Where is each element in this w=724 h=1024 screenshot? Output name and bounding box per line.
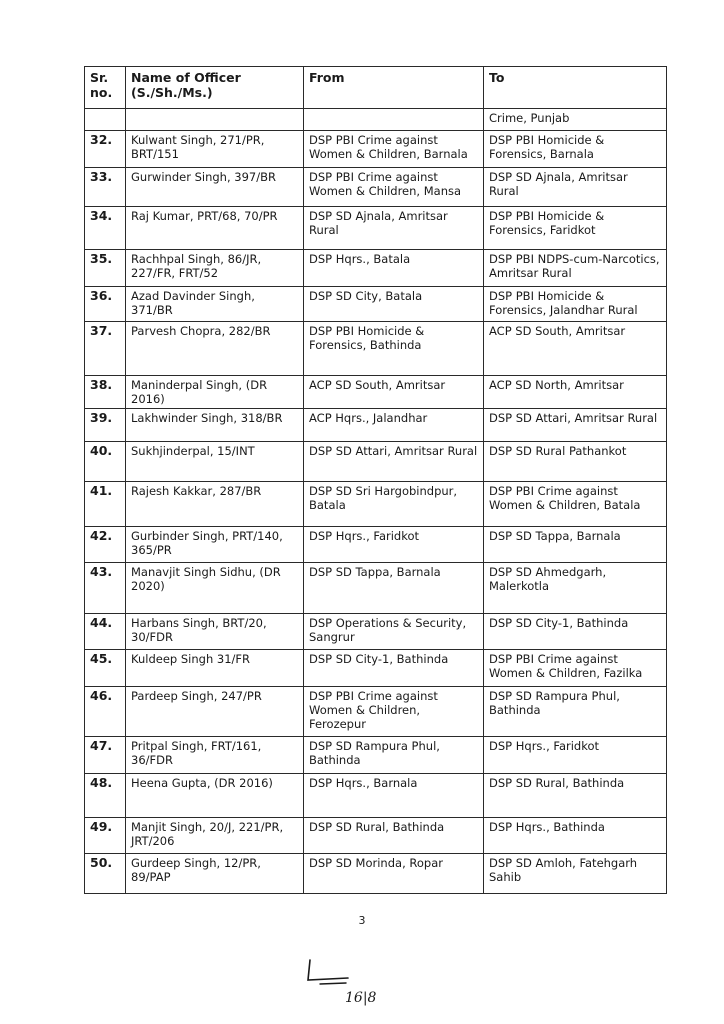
cell-from: DSP PBI Crime against Women & Children, Ferozepur bbox=[304, 687, 484, 737]
header-from: From bbox=[304, 67, 484, 109]
table-row bbox=[85, 854, 667, 894]
table-row bbox=[85, 818, 667, 854]
table-row bbox=[85, 250, 667, 287]
table-body bbox=[85, 109, 667, 894]
cell-from: DSP PBI Homicide & Forensics, Bathinda bbox=[304, 322, 484, 376]
cell-from: DSP SD Sri Hargobindpur, Batala bbox=[304, 482, 484, 527]
table-row bbox=[85, 168, 667, 207]
cell-sr: 46. bbox=[85, 687, 126, 737]
cell-to: DSP PBI Crime against Women & Children, Batala bbox=[484, 482, 667, 527]
cell-to: DSP Hqrs., Faridkot bbox=[484, 737, 667, 774]
cell-to: ACP SD South, Amritsar bbox=[484, 322, 667, 376]
cell-sr: 34. bbox=[85, 207, 126, 250]
header-sr-no: Sr. no. bbox=[85, 67, 126, 109]
cell-sr bbox=[85, 109, 126, 131]
table-row bbox=[85, 563, 667, 614]
cell-sr: 50. bbox=[85, 854, 126, 894]
cell-to: DSP SD Ahmedgarh, Malerkotla bbox=[484, 563, 667, 614]
cell-from: ACP Hqrs., Jalandhar bbox=[304, 409, 484, 442]
cell-to: Crime, Punjab bbox=[484, 109, 667, 131]
cell-sr: 49. bbox=[85, 818, 126, 854]
cell-name: Kulwant Singh, 271/PR, BRT/151 bbox=[126, 131, 304, 168]
cell-to: DSP SD Rural Pathankot bbox=[484, 442, 667, 482]
cell-sr: 48. bbox=[85, 774, 126, 818]
cell-to: DSP PBI NDPS-cum-Narcotics, Amritsar Rural bbox=[484, 250, 667, 287]
cell-name: Azad Davinder Singh, 371/BR bbox=[126, 287, 304, 322]
table-row bbox=[85, 131, 667, 168]
cell-name: Raj Kumar, PRT/68, 70/PR bbox=[126, 207, 304, 250]
table-row bbox=[85, 409, 667, 442]
cell-to: DSP Hqrs., Bathinda bbox=[484, 818, 667, 854]
continuation-row bbox=[85, 109, 667, 131]
cell-to: DSP SD Amloh, Fatehgarh Sahib bbox=[484, 854, 667, 894]
cell-from: DSP PBI Crime against Women & Children, Barnala bbox=[304, 131, 484, 168]
cell-to: DSP SD Attari, Amritsar Rural bbox=[484, 409, 667, 442]
cell-to: ACP SD North, Amritsar bbox=[484, 376, 667, 409]
cell-sr: 32. bbox=[85, 131, 126, 168]
cell-name bbox=[126, 109, 304, 131]
cell-from: DSP SD Ajnala, Amritsar Rural bbox=[304, 207, 484, 250]
cell-from: DSP SD City, Batala bbox=[304, 287, 484, 322]
table-row bbox=[85, 687, 667, 737]
table-row bbox=[85, 442, 667, 482]
cell-name: Rajesh Kakkar, 287/BR bbox=[126, 482, 304, 527]
table-row bbox=[85, 376, 667, 409]
table-header bbox=[85, 67, 667, 109]
cell-name: Gurbinder Singh, PRT/140, 365/PR bbox=[126, 527, 304, 563]
table-row bbox=[85, 774, 667, 818]
table-row bbox=[85, 527, 667, 563]
cell-from: DSP Hqrs., Barnala bbox=[304, 774, 484, 818]
cell-to: DSP PBI Crime against Women & Children, Fazilka bbox=[484, 650, 667, 687]
signature-mark bbox=[300, 958, 360, 988]
cell-sr: 39. bbox=[85, 409, 126, 442]
cell-from: ACP SD South, Amritsar bbox=[304, 376, 484, 409]
cell-sr: 42. bbox=[85, 527, 126, 563]
cell-to: DSP SD Rampura Phul, Bathinda bbox=[484, 687, 667, 737]
table-row bbox=[85, 737, 667, 774]
cell-from bbox=[304, 109, 484, 131]
cell-name: Manavjit Singh Sidhu, (DR 2020) bbox=[126, 563, 304, 614]
cell-name: Parvesh Chopra, 282/BR bbox=[126, 322, 304, 376]
cell-name: Sukhjinderpal, 15/INT bbox=[126, 442, 304, 482]
cell-to: DSP PBI Homicide & Forensics, Faridkot bbox=[484, 207, 667, 250]
table-row bbox=[85, 650, 667, 687]
cell-sr: 40. bbox=[85, 442, 126, 482]
cell-to: DSP SD Tappa, Barnala bbox=[484, 527, 667, 563]
cell-name: Gurdeep Singh, 12/PR, 89/PAP bbox=[126, 854, 304, 894]
table-row bbox=[85, 614, 667, 650]
cell-from: DSP SD Rural, Bathinda bbox=[304, 818, 484, 854]
cell-name: Pritpal Singh, FRT/161, 36/FDR bbox=[126, 737, 304, 774]
cell-sr: 44. bbox=[85, 614, 126, 650]
cell-sr: 45. bbox=[85, 650, 126, 687]
cell-to: DSP SD City-1, Bathinda bbox=[484, 614, 667, 650]
cell-to: DSP SD Ajnala, Amritsar Rural bbox=[484, 168, 667, 207]
cell-from: DSP SD City-1, Bathinda bbox=[304, 650, 484, 687]
table-row bbox=[85, 322, 667, 376]
cell-name: Heena Gupta, (DR 2016) bbox=[126, 774, 304, 818]
cell-from: DSP Hqrs., Batala bbox=[304, 250, 484, 287]
cell-name: Rachhpal Singh, 86/JR, 227/FR, FRT/52 bbox=[126, 250, 304, 287]
cell-name: Manjit Singh, 20/J, 221/PR, JRT/206 bbox=[126, 818, 304, 854]
cell-sr: 35. bbox=[85, 250, 126, 287]
header-to: To bbox=[484, 67, 667, 109]
page-number: 3 bbox=[358, 914, 366, 927]
cell-from: DSP SD Morinda, Ropar bbox=[304, 854, 484, 894]
table-row bbox=[85, 287, 667, 322]
cell-to: DSP PBI Homicide & Forensics, Jalandhar Rural bbox=[484, 287, 667, 322]
cell-from: DSP Operations & Security, Sangrur bbox=[304, 614, 484, 650]
cell-sr: 36. bbox=[85, 287, 126, 322]
handwritten-note: 16|8 bbox=[345, 990, 377, 1006]
header-row bbox=[85, 67, 667, 109]
cell-from: DSP SD Attari, Amritsar Rural bbox=[304, 442, 484, 482]
cell-name: Maninderpal Singh, (DR 2016) bbox=[126, 376, 304, 409]
cell-from: DSP SD Tappa, Barnala bbox=[304, 563, 484, 614]
cell-name: Gurwinder Singh, 397/BR bbox=[126, 168, 304, 207]
cell-sr: 47. bbox=[85, 737, 126, 774]
table-row bbox=[85, 482, 667, 527]
cell-to: DSP PBI Homicide & Forensics, Barnala bbox=[484, 131, 667, 168]
cell-from: DSP SD Rampura Phul, Bathinda bbox=[304, 737, 484, 774]
cell-from: DSP PBI Crime against Women & Children, Mansa bbox=[304, 168, 484, 207]
cell-name: Kuldeep Singh 31/FR bbox=[126, 650, 304, 687]
cell-sr: 43. bbox=[85, 563, 126, 614]
cell-name: Harbans Singh, BRT/20, 30/FDR bbox=[126, 614, 304, 650]
table-row bbox=[85, 207, 667, 250]
cell-name: Lakhwinder Singh, 318/BR bbox=[126, 409, 304, 442]
cell-to: DSP SD Rural, Bathinda bbox=[484, 774, 667, 818]
cell-sr: 38. bbox=[85, 376, 126, 409]
cell-from: DSP Hqrs., Faridkot bbox=[304, 527, 484, 563]
cell-name: Pardeep Singh, 247/PR bbox=[126, 687, 304, 737]
cell-sr: 41. bbox=[85, 482, 126, 527]
header-officer-name: Name of Officer (S./Sh./Ms.) bbox=[126, 67, 304, 109]
cell-sr: 37. bbox=[85, 322, 126, 376]
transfer-table bbox=[84, 66, 667, 894]
cell-sr: 33. bbox=[85, 168, 126, 207]
